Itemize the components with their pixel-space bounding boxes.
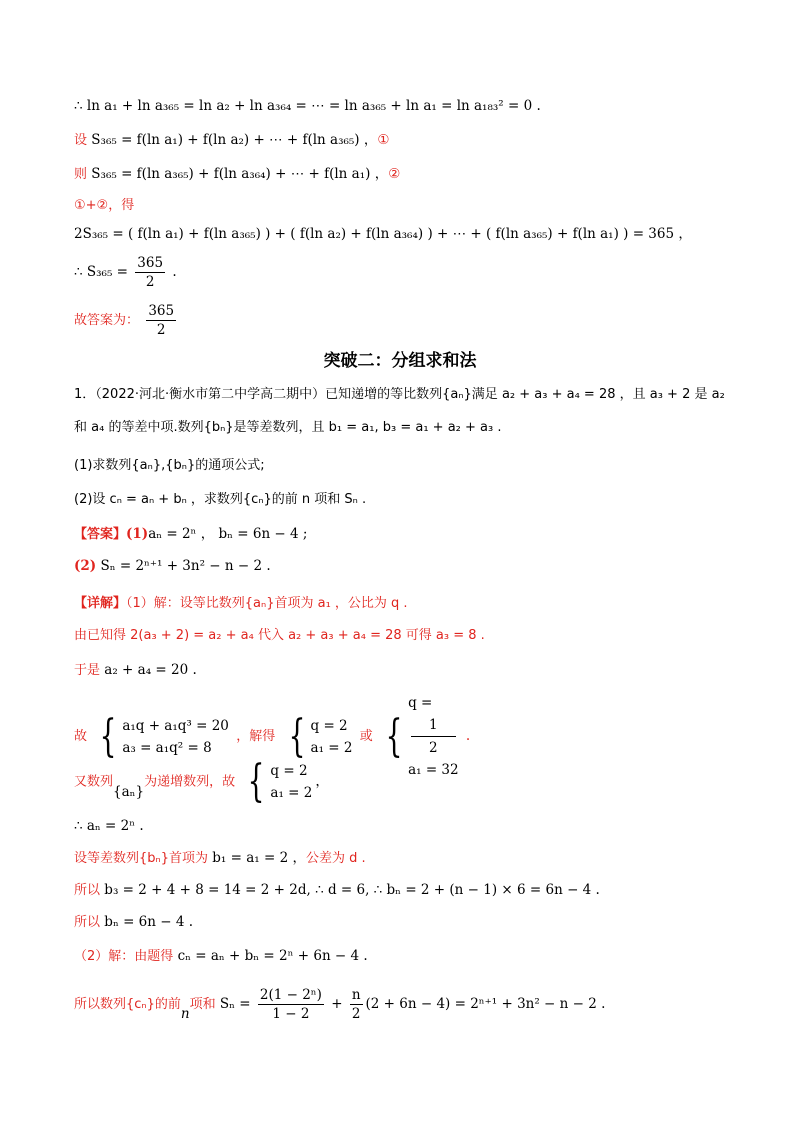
text-increasing: 为递增数列，故 (144, 774, 236, 790)
period: . (168, 264, 177, 280)
system-1-row-1: a₁q + a₁q³ = 20 (122, 717, 229, 734)
answer-2-label: (2) (74, 558, 97, 574)
system-3-row-2: a₁ = 32 (408, 762, 459, 778)
text-set: 设 (74, 133, 88, 148)
math-s365-reverse: S₃₆₅ = f(ln a₃₆₅) + f(ln a₃₆₄) + ⋯ + f(ln a₁) ， (87, 166, 389, 182)
section-title: 突破二：分组求和法 (323, 351, 477, 371)
brace-icon: { (385, 710, 403, 762)
math-b3: b₃ = 2 + 4 + 8 = 14 = 2 + 2d, ∴ d = 6, ∴ bₙ = 2 + (n − 1) × 6 = 6n − 4 . (100, 882, 600, 898)
var-n: n (180, 1006, 190, 1022)
answer-tag: 【答案】 (74, 527, 127, 542)
detail-line-1 (74, 594, 740, 614)
problem-text-2: 和 a₄ 的等差中项.数列{bₙ}是等差数列，且 b₁ = a₁, b₃ = a₁ + a₂ + a₃ . (74, 420, 502, 435)
frac-den: 2 (156, 322, 166, 338)
answer-line-first (74, 302, 740, 339)
text-also-seq: 又数列 (74, 774, 114, 790)
frac-den: 2 (145, 274, 155, 290)
math-cn: cₙ = aₙ + bₙ = 2ⁿ + 6n − 4 . (173, 948, 368, 964)
math-an-result: ∴ aₙ = 2ⁿ . (74, 818, 144, 834)
plus: + (326, 996, 347, 1012)
question-1 (74, 456, 740, 476)
question-1-text: (1)求数列{aₙ},{bₙ}的通项公式; (74, 458, 265, 473)
text-or: 或 (359, 729, 373, 744)
math-ln-sum: ∴ ln a₁ + ln a₃₆₅ = ln a₂ + ln a₃₆₄ = ⋯ = ln a₃₆₅ + ln a₁ = ln a₁₈₃² = 0 . (74, 98, 541, 114)
derivation-line-result (74, 254, 740, 291)
fraction-365-2 (135, 254, 165, 291)
question-2 (74, 490, 740, 510)
problem-text-1: 1．（2022·河北·衡水市第二中学高二期中）已知递增的等比数列{aₙ}满足 a₂ + a₃ + a₄ = 28 ，且 a₃ + 2 是 a₂ (74, 387, 725, 402)
frac-den: 2 (351, 1006, 361, 1022)
detail-line-sn (74, 986, 740, 1023)
derivation-line-2s365 (74, 224, 740, 244)
text-set-arith: 设等差数列{bₙ}首项为 (74, 851, 208, 866)
text-diff-d: 公差为 d . (305, 851, 366, 866)
math-sn-eq: Sₙ = (215, 996, 251, 1012)
math-2s365: 2S₃₆₅ = ( f(ln a₁) + f(ln a₃₆₅) ) + ( f(ln a₂) + f(ln a₃₆₄) ) + ⋯ + ( f(ln a₃₆₅) + f(ln a₁) ) = 365 ， (74, 226, 692, 242)
text-sum-of: 所以数列{cₙ}的前 (74, 997, 181, 1012)
text-sum: 项和 (189, 997, 216, 1012)
text-answer-is: 故答案为： (74, 313, 140, 328)
frac-den: 1 − 2 (272, 1006, 310, 1022)
detail-1-text: （1）解：设等比数列{aₙ}首项为 a₁ ，公比为 q . (126, 596, 408, 611)
text-add-get: ①+②，得 (74, 198, 135, 213)
answer-1-label: (1) (126, 526, 149, 542)
brace-icon: { (248, 756, 265, 807)
math-s365-forward: S₃₆₅ = f(ln a₁) + f(ln a₂) + ⋯ + f(ln a₃₆₅) ， (87, 132, 378, 148)
math-sn-result: (2 + 6n − 4) = 2ⁿ⁺¹ + 3n² − n − 2 . (365, 996, 606, 1012)
problem-line-2 (74, 418, 740, 438)
fraction-geometric (258, 986, 324, 1023)
text-solve: ，解得 (236, 729, 276, 744)
detail-line-bn (74, 912, 740, 933)
frac-num: 1 (411, 714, 456, 737)
detail-line-cn (74, 946, 740, 967)
system-4-row-1: q = 2 (270, 763, 308, 779)
detail-line-an (74, 816, 740, 836)
system-3-q: q = (408, 695, 433, 711)
frac-num: 365 (137, 255, 164, 271)
frac-num: 2(1 − 2ⁿ) (259, 987, 322, 1003)
system-4 (242, 756, 313, 807)
frac-den: 2 (429, 740, 438, 756)
text-so: 所以 (74, 883, 101, 898)
detail-line-b3 (74, 880, 740, 901)
detail-line-2 (74, 626, 740, 646)
math-b1: b₁ = a₁ = 2 ， (207, 850, 306, 866)
brace-icon: { (99, 710, 117, 762)
system-4-row-2: a₁ = 2 (270, 785, 313, 801)
brace-icon: { (288, 710, 305, 762)
math-seq-an: {aₙ} (113, 783, 145, 800)
fraction-answer (146, 302, 176, 339)
text-so: 故 (74, 729, 88, 744)
system-2 (283, 710, 353, 762)
math-a2-a4: a₂ + a₄ = 20 . (100, 662, 197, 678)
system-2-row-1: q = 2 (310, 717, 348, 734)
detail-line-bn-def (74, 848, 740, 869)
derivation-line-s365-def (74, 130, 740, 151)
answer-line-1 (74, 524, 740, 545)
frac-num: 365 (148, 303, 175, 319)
detail-line-increasing (74, 756, 740, 807)
math-s365-eq: ∴ S₃₆₅ = (74, 264, 128, 280)
answer-2-math: Sₙ = 2ⁿ⁺¹ + 3n² − n − 2 . (96, 558, 271, 574)
answer-line-2 (74, 556, 740, 576)
text-part2: （2）解：由题得 (74, 949, 174, 964)
system-1 (94, 710, 229, 762)
math-bn: bₙ = 6n − 4 . (100, 914, 194, 930)
frac-num: n (351, 987, 361, 1003)
fraction-half (411, 714, 456, 759)
period: . (461, 728, 471, 744)
derivation-line-s365-reverse (74, 164, 740, 185)
comma: ， (315, 773, 329, 790)
marker-2: ② (388, 166, 401, 182)
derivation-line-ln-sum (74, 96, 740, 116)
detail-2-text: 由已知得 2(a₃ + 2) = a₂ + a₄ 代入 a₂ + a₃ + a₄ = 28 可得 a₃ = 8 . (74, 628, 485, 643)
derivation-line-add (74, 196, 740, 216)
text-so: 所以 (74, 915, 101, 930)
detail-line-3 (74, 660, 740, 681)
answer-1-math: aₙ = 2ⁿ ， bₙ = 6n − 4 ; (148, 526, 308, 542)
text-thus: 于是 (74, 663, 101, 678)
marker-1: ① (377, 132, 390, 148)
detail-tag: 【详解】 (74, 596, 127, 611)
problem-line-1 (74, 385, 740, 405)
system-2-row-2: a₁ = 2 (310, 739, 353, 756)
system-1-row-2: a₃ = a₁q² = 8 (122, 739, 212, 756)
fraction-n-2 (350, 986, 363, 1023)
question-2-text: (2)设 cₙ = aₙ + bₙ ，求数列{cₙ}的前 n 项和 Sₙ . (74, 492, 367, 507)
text-then: 则 (74, 167, 88, 182)
